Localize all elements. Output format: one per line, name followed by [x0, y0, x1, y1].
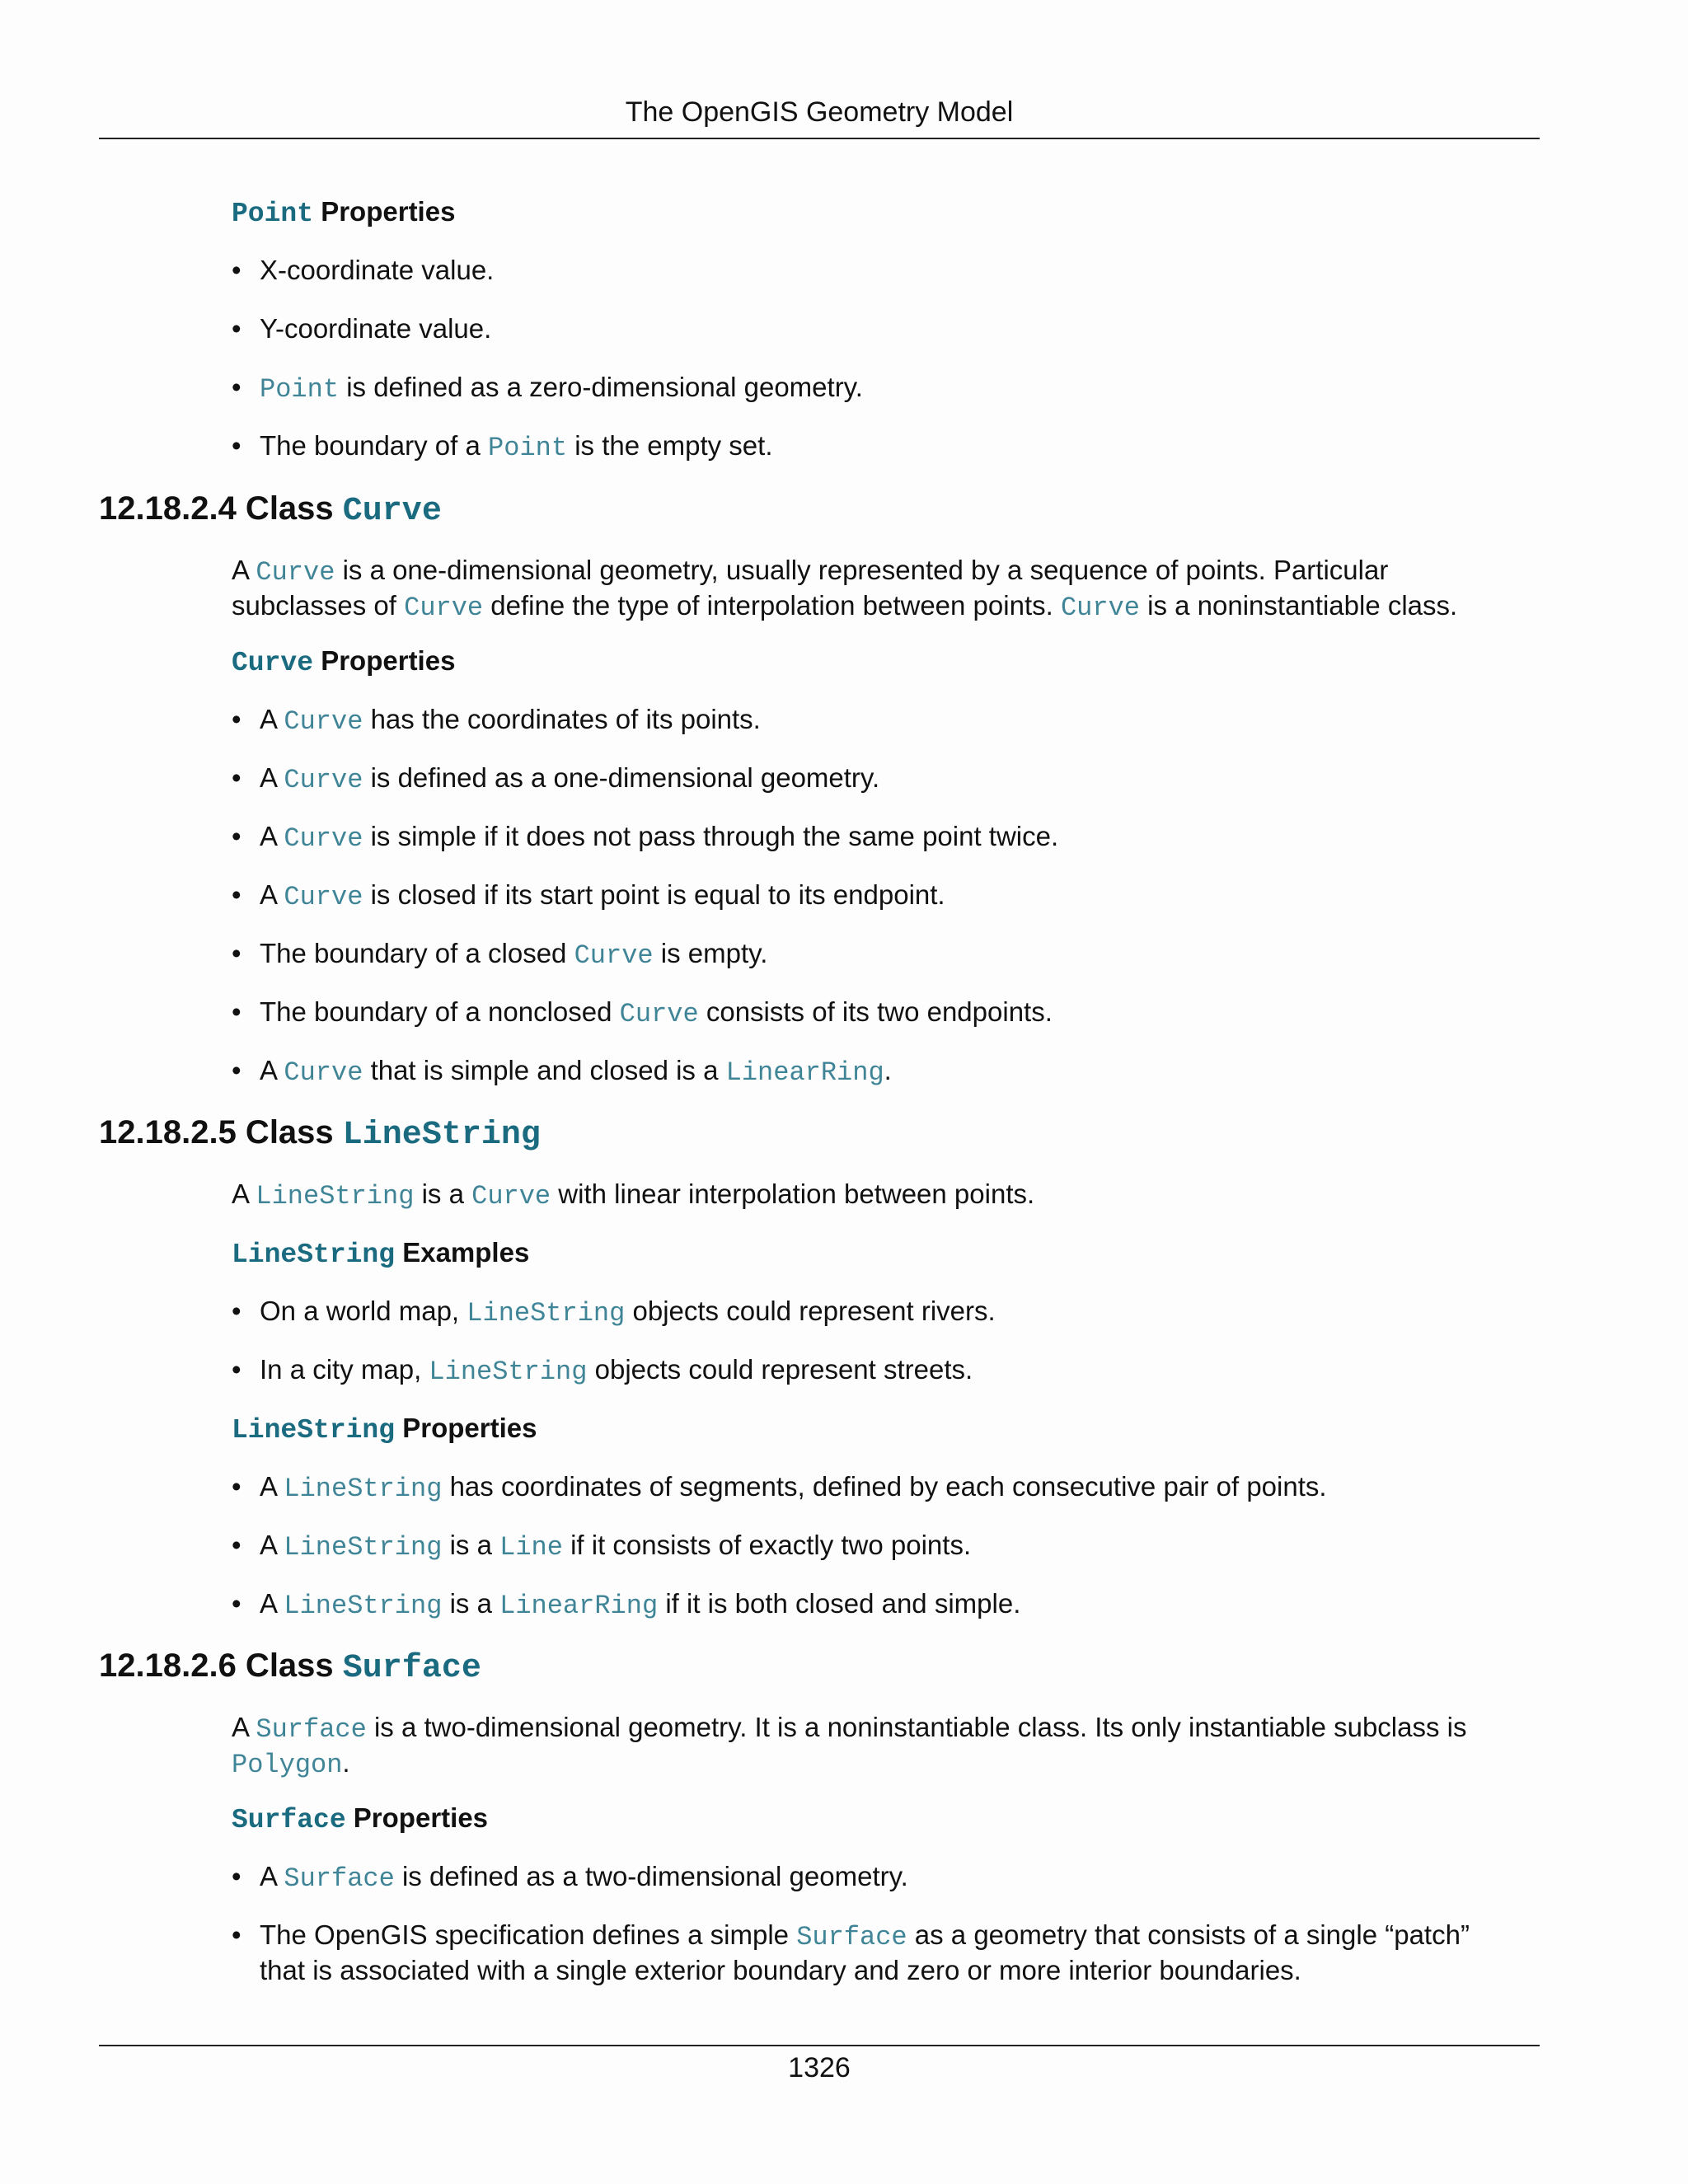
list-item: • A Curve is simple if it does not pass through the same point twice.: [232, 820, 1517, 855]
inline-code: Surface: [796, 1922, 907, 1952]
list-item: [232, 312, 1517, 345]
inline-code: Curve: [1060, 593, 1140, 623]
section-heading-linestring: [99, 1113, 541, 1155]
item-text: is defined as a zero-dimensional geometry.: [346, 372, 863, 402]
footer-rule: [99, 2045, 1540, 2046]
page-header: The OpenGIS Geometry Model: [625, 96, 1014, 128]
list-item: • A Surface is defined as a two-dimensional geometry.: [232, 1860, 1517, 1896]
list-item: • A Curve has the coordinates of its points.: [232, 703, 1517, 738]
inline-code: LineString: [429, 1357, 588, 1387]
section-number: 12.18.2.6 Class: [99, 1647, 334, 1684]
section-paragraph: A LineString is a Curve with linear interpolation between points.: [232, 1179, 1035, 1212]
curve-properties-heading: [232, 644, 455, 680]
inline-code: Surface: [256, 1714, 367, 1745]
inline-code: Line: [499, 1532, 563, 1563]
section-number: 12.18.2.5 Class: [99, 1114, 334, 1151]
item-text: The boundary of a: [260, 430, 481, 461]
section-heading-surface: [99, 1646, 481, 1689]
heading-label: Properties: [353, 1802, 489, 1833]
heading-code: LineString: [232, 1415, 396, 1446]
inline-code: Curve: [619, 999, 699, 1029]
inline-code: LinearRing: [499, 1591, 659, 1621]
inline-code: Curve: [284, 706, 363, 737]
inline-code: Polygon: [232, 1750, 343, 1780]
heading-label: Properties: [321, 196, 456, 227]
item-text: Y-coordinate value.: [260, 313, 492, 344]
inline-code: Curve: [284, 765, 363, 795]
item-text: X-coordinate value.: [260, 255, 495, 285]
list-item: [232, 371, 1517, 406]
section-number: 12.18.2.4 Class: [99, 490, 334, 527]
list-item: • A Curve is defined as a one-dimensional geometry.: [232, 762, 1517, 797]
section-heading-curve: [99, 489, 442, 532]
heading-label: Properties: [402, 1413, 537, 1443]
inline-code: Curve: [471, 1181, 551, 1212]
heading-code: Curve: [232, 648, 314, 678]
section-paragraph: A Surface is a two-dimensional geometry. It is a noninstantiable class. Its only instantiable subclass is Polygon.: [232, 1712, 1467, 1780]
heading-label: Properties: [321, 645, 456, 676]
inline-code: Point: [260, 374, 340, 405]
inline-code: Curve: [574, 940, 654, 971]
list-item: • A LineString is a LinearRing if it is both closed and simple.: [232, 1587, 1517, 1623]
inline-code: Curve: [256, 557, 335, 588]
inline-code: LineString: [284, 1532, 443, 1563]
inline-code: Curve: [284, 823, 363, 854]
inline-code: LineString: [256, 1181, 415, 1212]
inline-code: LineString: [284, 1591, 443, 1621]
linestring-properties-heading: [232, 1412, 537, 1447]
point-properties-heading: [232, 195, 455, 231]
inline-code: Curve: [404, 593, 484, 623]
list-item: • In a city map, LineString objects could represent streets.: [232, 1353, 1517, 1389]
heading-code: LineString: [232, 1240, 396, 1270]
inline-code: Point: [488, 433, 568, 463]
item-text: is the empty set.: [574, 430, 773, 461]
list-item: • A LineString has coordinates of segments, defined by each consecutive pair of points.: [232, 1470, 1517, 1506]
header-rule: [99, 138, 1540, 139]
list-item: • The boundary of a closed Curve is empty.: [232, 937, 1517, 972]
list-item: [232, 254, 1517, 287]
list-item: [232, 429, 1517, 465]
heading-code: Point: [232, 199, 314, 229]
list-item: • A Curve is closed if its start point is equal to its endpoint.: [232, 879, 1517, 914]
heading-code: Surface: [342, 1650, 481, 1687]
heading-code: Surface: [232, 1805, 346, 1835]
heading-code: LineString: [342, 1117, 541, 1154]
heading-label: Examples: [402, 1237, 530, 1268]
linestring-examples-heading: [232, 1236, 529, 1272]
section-paragraph: A Curve is a one-dimensional geometry, usually represented by a sequence of points. Particular subclasses of Curve define the type of interpolation between points. Curve is a noninstantiable class.: [232, 555, 1458, 623]
page-number: 1326: [788, 2052, 851, 2083]
inline-code: LineString: [284, 1474, 443, 1504]
inline-code: Curve: [284, 1057, 363, 1088]
heading-code: Curve: [342, 493, 442, 530]
inline-code: LineString: [467, 1298, 626, 1329]
surface-properties-heading: [232, 1802, 488, 1837]
inline-code: LinearRing: [725, 1057, 884, 1088]
list-item: • On a world map, LineString objects could represent rivers.: [232, 1295, 1517, 1330]
list-item: • The boundary of a nonclosed Curve consists of its two endpoints.: [232, 996, 1517, 1031]
inline-code: Curve: [284, 882, 363, 912]
list-item: • A Curve that is simple and closed is a LinearRing.: [232, 1054, 1517, 1090]
list-item: • A LineString is a Line if it consists of exactly two points.: [232, 1529, 1517, 1564]
inline-code: Surface: [284, 1863, 395, 1894]
list-item: • The OpenGIS specification defines a simple Surface as a geometry that consists of a single “patch” that is associated with a single exterior boundary and zero or more interior boundaries.: [232, 1919, 1517, 1987]
